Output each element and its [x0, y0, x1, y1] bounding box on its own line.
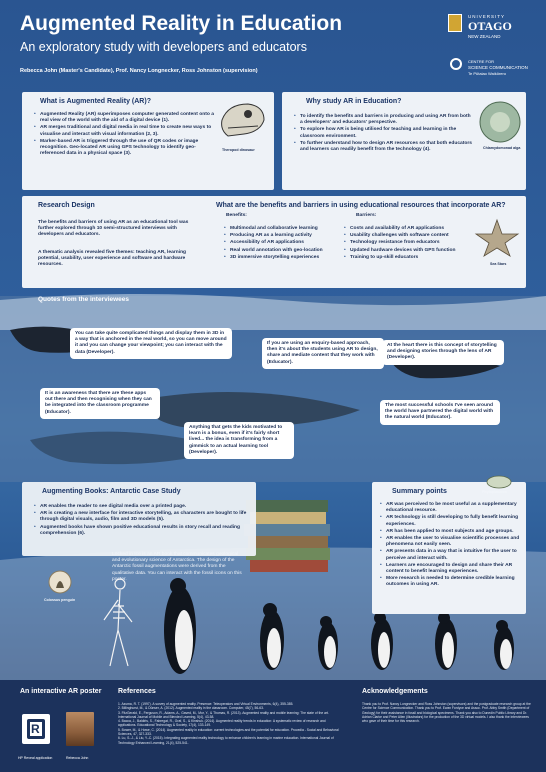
- reference-item: 6. Lu, S.-J., & Liu, Y.-C. (2015). Integrating augmented reality technology to enhance children's learning in marine education. International Journal of Technology Enhanced Learning, 21(4), 525-541.: [118, 736, 334, 745]
- summary-bullet: • AR enables the user to visualise scientific processes and phenomena not easily seen.: [380, 536, 522, 548]
- why-study-bullet: • To further understand how to design AR resources so that both educators and learners can readily benefit from the technology (4).: [294, 141, 474, 153]
- poster-subtitle: An exploratory study with developers and educators: [20, 40, 307, 54]
- alga-image: [478, 100, 522, 144]
- book-description: Locked in Ice is an AR book that communicates geological and evolutionary science of Antarctica. The design of the Antarctic fossil augmentations were derived from the qualitative data. You can interact with the fossil icons on this poster.: [112, 552, 242, 582]
- dinosaur-skull-image: [218, 98, 268, 142]
- ar-poster-title: An interactive AR poster: [20, 688, 102, 695]
- why-study-bullet: • To identify the benefits and barriers in producing and using AR from both a developers' and educators' perspective.: [294, 114, 474, 126]
- benefits-list: [224, 226, 350, 262]
- csc-line3: Te Pūtaiao Waikōrero: [468, 71, 507, 76]
- sea-star-caption: Sea Stars: [490, 262, 507, 266]
- research-design-para2: A thematic analysis revealed five themes: teaching AR, learning potential, usability, user experience and software and hardware resources.: [38, 250, 187, 268]
- author-photo: [66, 712, 94, 746]
- benefits-label: Benefits:: [226, 213, 247, 218]
- summary-title: Summary points: [392, 488, 447, 495]
- reference-item: 5. Bower, M., & Howe, C. (2014). Augmented reality in education: current technologies and the potential for education. Procedia - Social and Behavioral Sciences, 47, 327-333.: [118, 727, 339, 737]
- benefit-item: • Multimodal and collaborative learning: [224, 226, 350, 232]
- csc-line2: SCIENCE COMMUNICATION: [468, 65, 528, 70]
- sea-star-image: [474, 218, 520, 258]
- dinosaur-caption: Theropod dinosaur: [222, 148, 255, 152]
- reference-item: 1. Azuma, R. T. (1997). A survey of augmented reality. Presence: Teleoperators and Virtual Environments, 6(4), 355-385.: [118, 702, 294, 706]
- acknowledgements-title: Acknowledgements: [362, 688, 428, 695]
- barriers-list: [344, 226, 470, 262]
- summary-list: [380, 502, 522, 590]
- barrier-item: • Costs and availability of AR applications: [344, 226, 470, 232]
- logo-university-name: OTAGO: [468, 19, 512, 33]
- what-is-ar-bullet: • Augmented Reality (AR) superimposes computer generated content onto a real view of the world with the aid of a digital device (1).: [34, 112, 214, 124]
- poster-title: Augmented Reality in Education: [20, 12, 343, 35]
- logo-university-sub: NEW ZEALAND: [468, 34, 501, 39]
- reference-item: 2. Billinghurst, M., & Dünser, A. (2012). Augmented reality in the classroom. Computer, 45(7), 56-63.: [118, 706, 264, 711]
- summary-bullet: • More research is needed to determine credible learning outcomes in using AR.: [380, 576, 522, 588]
- csc-logo: [448, 56, 538, 78]
- qr-r-icon: R: [31, 722, 40, 736]
- benefit-item: • Real world annotation with geo-location: [224, 248, 350, 254]
- phytoplankton-icon[interactable]: [486, 474, 512, 490]
- barriers-label: Barriers:: [356, 213, 377, 218]
- summary-bullet: • Learners are encouraged to design and share their AR content to benefit learning experiences.: [380, 563, 522, 575]
- logo-university-label: UNIVERSITY: [468, 14, 506, 19]
- reference-item: 3. FitzGerald, E., Ferguson, R., Adams, A., Gaved, M., Mor, Y., & Thomas, R. (2013). Augmented reality and mobile learning: The state of the art. International Journal of Mobile and Blended Learning, 5(4), 43-58.: [118, 710, 329, 719]
- barrier-item: • Technology resistance from educators: [344, 240, 470, 246]
- quote-bubble: You can take quite complicated things and display them in 3D in a way that is anchored in the real world, so you can move around it and you can change your viewpoint; you can interact with the data (Developer).: [70, 328, 232, 359]
- benefit-item: • Producing AR as a learning activity: [224, 233, 350, 239]
- why-study-bullet: • To explore how AR is being utilised for teaching and learning in the classroom environment.: [294, 127, 474, 139]
- research-design-para1: The benefits and barriers of using AR as an educational tool was further explored through 10 semi-structured interviews with developers and educators.: [38, 220, 189, 238]
- phytoplankton-caption: Phytoplankton: [482, 490, 507, 494]
- colossus-penguin-icon[interactable]: [48, 570, 72, 594]
- alga-caption: Chlamydomonad alga: [483, 146, 521, 150]
- references-list: [118, 702, 340, 745]
- augmenting-books-list: [34, 504, 250, 538]
- augmenting-books-title: Augmenting Books: Antarctic Case Study: [42, 488, 181, 495]
- augmenting-books-bullet: • AR is creating a new interface for interactive storytelling, as characters are bought to life through digital visuals, audio, film and 3D models (5).: [34, 511, 250, 523]
- summary-bullet: • AR presents data in a way that is intuitive for the user to perceive and interact with.: [380, 549, 522, 561]
- barrier-item: • Training to up-skill educators: [344, 255, 470, 261]
- books-stack: [244, 500, 330, 572]
- quotes-title: Quotes from the interviewees: [38, 296, 130, 303]
- colossus-penguin-caption: Colossus penguin: [44, 598, 76, 602]
- why-study-title: Why study AR in Education?: [306, 98, 402, 105]
- barrier-item: • Usability challenges with software content: [344, 233, 470, 239]
- summary-bullet: • AR was perceived to be most useful as a supplementary educational resource.: [380, 502, 522, 514]
- quote-bubble: At the heart there is this concept of storytelling and designing stories through the lens of AR (Developer).: [382, 340, 504, 365]
- summary-bullet: • AR technology is still developing to fully benefit learning experiences.: [380, 515, 522, 527]
- why-study-list: [294, 114, 474, 154]
- research-design-title: Research Design: [38, 202, 95, 209]
- what-is-ar-bullet: • AR merges traditional and digital media in real time to create new ways to visualise and interact with visual information (2, 3).: [34, 125, 214, 137]
- csc-mark-icon: [450, 58, 462, 70]
- benefit-item: • Accessibility of AR applications: [224, 240, 350, 246]
- references-title: References: [118, 688, 156, 695]
- benefit-item: • 3D immersive storytelling experiences: [224, 255, 350, 261]
- qr-code[interactable]: [22, 714, 50, 744]
- barrier-item: • Updated hardware devices with GPS function: [344, 248, 470, 254]
- crest-icon: [448, 14, 462, 32]
- qr-caption: HP Reveal application: [18, 756, 53, 760]
- augmenting-books-bullet: • Augmented books have shown positive educational results in story recall and reading comprehension (6).: [34, 525, 250, 537]
- quote-bubble: It is an awareness that there are these apps out there and then recognising when they can be integrated into the classroom programme (Educator).: [40, 388, 160, 419]
- university-logo: [448, 12, 538, 52]
- what-is-ar-title: What is Augmented Reality (AR)?: [40, 98, 151, 105]
- quote-bubble: If you are using an enquiry-based approach, then it's about the students using AR to design, share and mediate content that they work with (Educator).: [262, 338, 384, 369]
- acknowledgements-text: Thank you to Prof. Nancy Longnecker and Ross Johnston (supervisors) and the postgraduate research group at the Centre for Science Communication. Thank you to Prof. Ewan Fordyce and Assoc. Prof. Abby Smith (Department of Geology) for their assistance in fossil and biological specimens. Thank you also to Dunedin Public Library and Dr. Adrian Clarke and Peter Allen (illustrators) for the production of the 3D virtual models. I also thank the interviewees who gave of their time for this research.: [362, 702, 531, 724]
- csc-line1: CENTRE FOR: [468, 59, 494, 64]
- photo-caption: Rebecca John: [66, 756, 89, 760]
- poster-authors: Rebecca John (Master's Candidate), Prof. Nancy Longnecker, Ross Johnston (supervision): [20, 68, 258, 74]
- reference-item: 4. Bacca, J., Baldiris, S., Fabregat, R., Graf, S., & Kinshuk. (2014). Augmented reality trends in education: A systematic review of research and applications. Educational Technology & Society, 17(4), 133-149.: [118, 719, 326, 728]
- summary-bullet: • AR has been applied to most subjects and age groups.: [380, 529, 522, 535]
- quote-bubble: The most successful schools I've seen around the world have partnered the digital world with the natural world (Educator).: [380, 400, 500, 425]
- benefits-barriers-title: What are the benefits and barriers in using educational resources that incorporate AR?: [216, 202, 506, 209]
- augmenting-books-bullet: • AR enables the reader to see digital media over a printed page.: [34, 504, 250, 510]
- quote-bubble: Anything that gets the kids motivated to learn is a bonus, even if it's fairly short lived... the idea is transforming from a gimmick to an actual learning tool (Developer).: [184, 422, 294, 459]
- what-is-ar-bullet: • Marker-based AR is triggered through the use of QR codes or image recognition. Geo-located AR using GPS technology to identify geo-referenced data in a physical space (3).: [34, 139, 214, 158]
- what-is-ar-list: [34, 112, 214, 158]
